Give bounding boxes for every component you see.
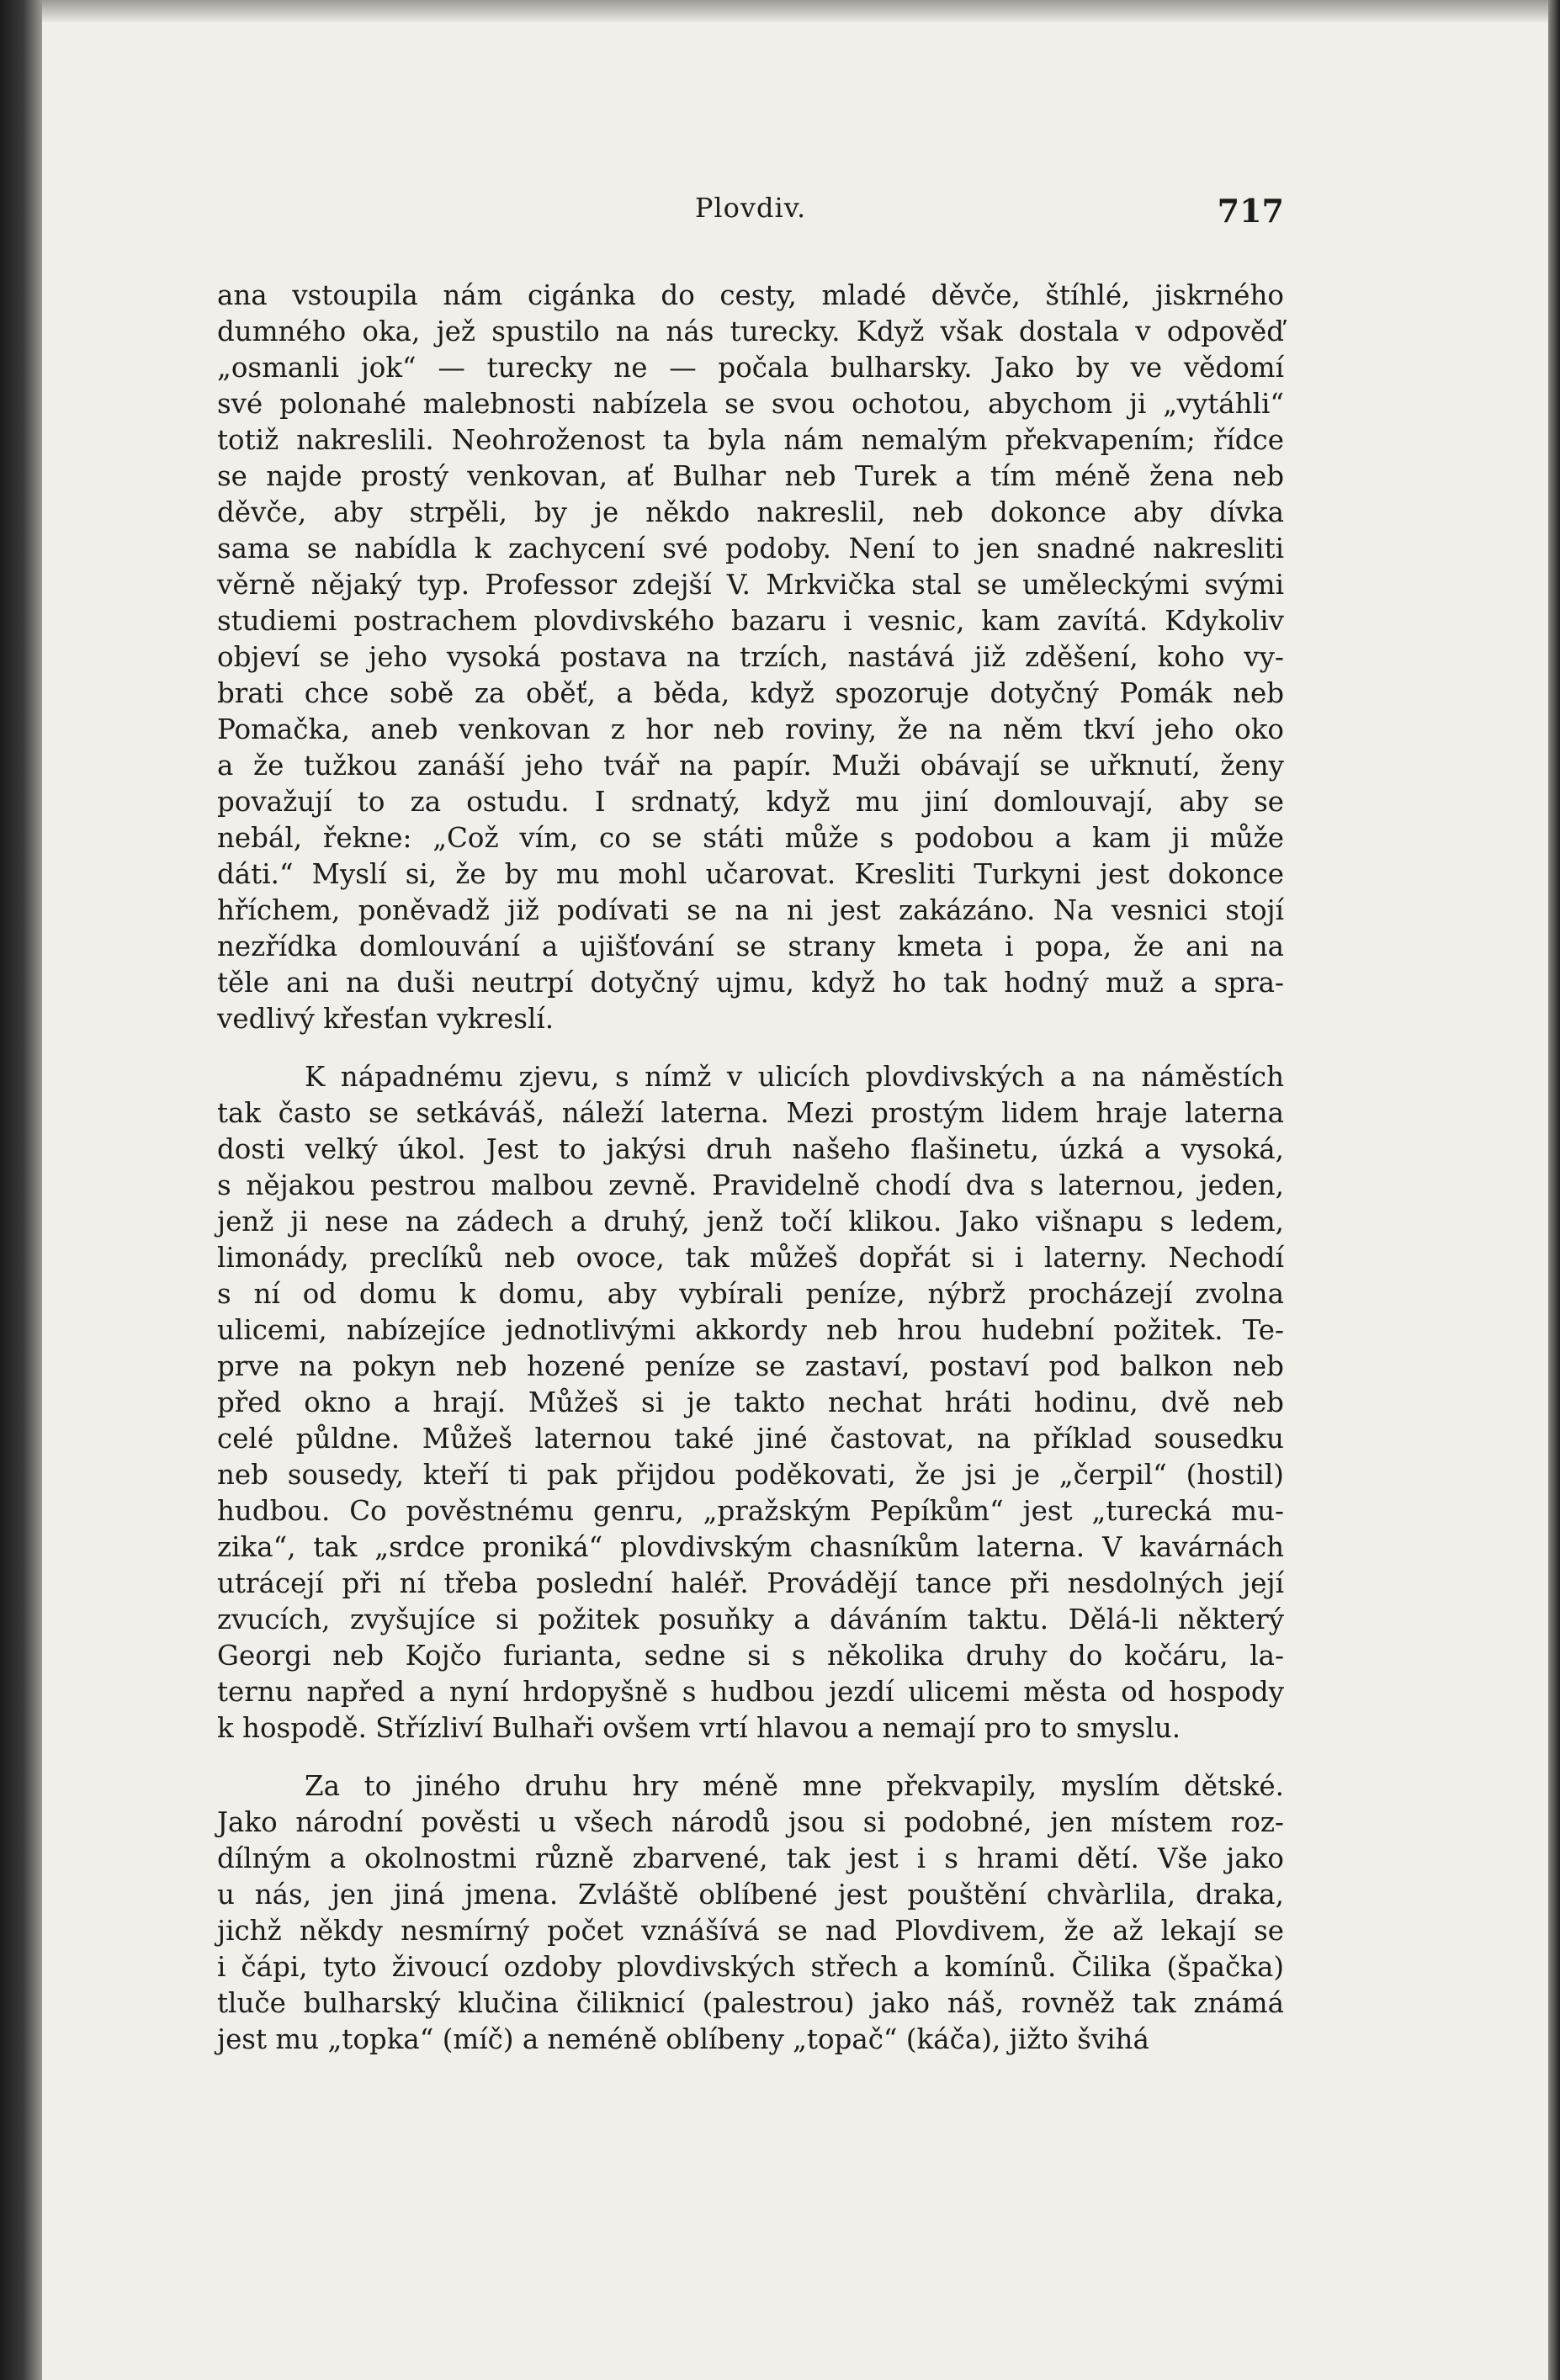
text-line: i čápi, tyto živoucí ozdoby plovdivských střech a komínů. Čilika (špačka) — [217, 1951, 1284, 1983]
text-line: tak často se setkáváš, náleží laterna. Mezi prostým lidem hraje laterna — [217, 1097, 1284, 1129]
text-line: zika“, tak „srdce proniká“ plovdivským chasníkům laterna. V kavárnách — [217, 1531, 1284, 1563]
text-line: objeví se jeho vysoká postava na trzích, nastává již zděšení, koho vy- — [217, 641, 1284, 673]
page-header — [217, 192, 1284, 237]
text-line: věrně nějaký typ. Professor zdejší V. Mrkvička stal se uměleckými svými — [217, 569, 1284, 601]
text-line: zvucích, zvyšujíce si požitek posuňky a dáváním taktu. Dělá-li některý — [217, 1603, 1284, 1635]
paragraph-2 — [217, 1059, 1284, 1747]
text-line: děvče, aby strpěli, by je někdo nakreslil, neb dokonce aby dívka — [217, 496, 1284, 528]
text-line: dosti velký úkol. Jest to jakýsi druh našeho flašinetu, úzká a vysoká, — [217, 1133, 1284, 1165]
paragraph-1 — [217, 278, 1284, 1037]
text-line: ulicemi, nabízejíce jednotlivými akkordy neb hrou hudební požitek. Te- — [217, 1314, 1284, 1346]
text-line: hříchem, poněvadž již podívati se na ni jest zakázáno. Na vesnici stojí — [217, 894, 1284, 926]
text-line: jichž někdy nesmírný počet vznášívá se nad Plovdivem, že až lekají se — [217, 1915, 1284, 1947]
text-line: celé půldne. Můžeš laternou také jiné častovat, na příklad sousedku — [217, 1423, 1284, 1455]
running-title: Plovdiv. — [694, 192, 807, 224]
text-line: totiž nakreslili. Neohroženost ta byla nám nemalým překvapením; řídce — [217, 424, 1284, 456]
text-line: považují to za ostudu. I srdnatý, když mu jiní domlouvají, aby se — [217, 786, 1284, 818]
text-line: nebál, řekne: „Což vím, co se státi může s podobou a kam ji může — [217, 822, 1284, 854]
text-line: nezřídka domlouvání a ujišťování se strany kmeta i popa, že ani na — [217, 930, 1284, 962]
paragraph-3 — [217, 1768, 1284, 2058]
text-line: vedlivý křesťan vykreslí. — [217, 1003, 554, 1035]
text-line: studiemi postrachem plovdivského bazaru i vesnic, kam zavítá. Kdykoliv — [217, 605, 1284, 637]
text-line: sama se nabídla k zachycení své podoby. Není to jen snadné nakresliti — [217, 533, 1284, 565]
text-line: Pomačka, aneb venkovan z hor neb roviny, že na něm tkví jeho oko — [217, 713, 1284, 745]
text-line: k hospodě. Střízliví Bulhaři ovšem vrtí hlavou a nemají pro to smyslu. — [217, 1712, 1181, 1744]
text-line: s nějakou pestrou malbou zevně. Pravidelně chodí dva s laternou, jeden, — [217, 1169, 1284, 1201]
page-right-edge — [1548, 0, 1560, 2380]
text-line: s ní od domu k domu, aby vybírali peníze, nýbrž procházejí zvolna — [217, 1278, 1284, 1310]
text-line: limonády, preclíků neb ovoce, tak můžeš dopřát si i laterny. Nechodí — [217, 1242, 1284, 1274]
text-line: ternu napřed a nyní hrdopyšně s hudbou jezdí ulicemi města od hospody — [217, 1676, 1284, 1708]
body-text — [217, 278, 1284, 2080]
text-line: Georgi neb Kojčo furianta, sedne si s několika druhy do kočáru, la- — [217, 1640, 1284, 1672]
text-line: K nápadnému zjevu, s nímž v ulicích plovdivských a na náměstích — [305, 1061, 1284, 1093]
text-line: jest mu „topka“ (míč) a neméně oblíbeny „topač“ (káča), jižto švihá — [217, 2023, 1149, 2055]
text-line: dáti.“ Myslí si, že by mu mohl učarovat. Kresliti Turkyni jest dokonce — [217, 858, 1284, 890]
text-line: neb sousedy, kteří ti pak přijdou poděkovati, že jsi je „čerpil“ (hostil) — [217, 1459, 1284, 1491]
text-line: prve na pokyn neb hozené peníze se zastaví, postaví pod balkon neb — [217, 1350, 1284, 1382]
text-line: ana vstoupila nám cigánka do cesty, mladé děvče, štíhlé, jiskrného — [217, 279, 1284, 311]
book-binding-shadow — [0, 0, 42, 2380]
text-line: těle ani na duši neutrpí dotyčný ujmu, když ho tak hodný muž a spra- — [217, 967, 1284, 999]
text-line: před okno a hrají. Můžeš si je takto nechat hráti hodinu, dvě neb — [217, 1386, 1284, 1418]
page-number: 717 — [1217, 192, 1284, 230]
text-line: se najde prostý venkovan, ať Bulhar neb Turek a tím méně žena neb — [217, 460, 1284, 492]
text-line: jenž ji nese na zádech a druhý, jenž točí klikou. Jako višnapu s ledem, — [217, 1206, 1284, 1238]
text-line: dílným a okolnostmi různě zbarvené, tak jest i s hrami dětí. Vše jako — [217, 1842, 1284, 1874]
text-line: a že tužkou zanáší jeho tvář na papír. Muži obávají se uřknutí, ženy — [217, 750, 1284, 782]
page-top-edge — [42, 0, 1548, 22]
text-line: brati chce sobě za oběť, a běda, když spozoruje dotyčný Pomák neb — [217, 677, 1284, 709]
text-line: „osmanli jok“ — turecky ne — počala bulharsky. Jako by ve vědomí — [217, 352, 1284, 384]
text-line: své polonahé malebnosti nabízela se svou ochotou, abychom ji „vytáhli“ — [217, 388, 1284, 420]
text-line: u nás, jen jiná jmena. Zvláště oblíbené jest pouštění chvàrlila, draka, — [217, 1879, 1284, 1911]
text-line: dumného oka, jež spustilo na nás turecky. Když však dostala v odpověď — [217, 315, 1284, 347]
text-line: hudbou. Co pověstnému genru, „pražským Pepíkům“ jest „turecká mu- — [217, 1495, 1284, 1527]
text-line: utrácejí při ní třeba poslední haléř. Provádějí tance při nesdolných její — [217, 1567, 1284, 1599]
text-line: Jako národní pověsti u všech národů jsou si podobné, jen místem roz- — [217, 1806, 1284, 1838]
text-line: tluče bulharský klučina čiliknicí (palestrou) jako náš, rovněž tak známá — [217, 1987, 1284, 2019]
text-line: Za to jiného druhu hry méně mne překvapily, myslím dětské. — [305, 1770, 1284, 1802]
